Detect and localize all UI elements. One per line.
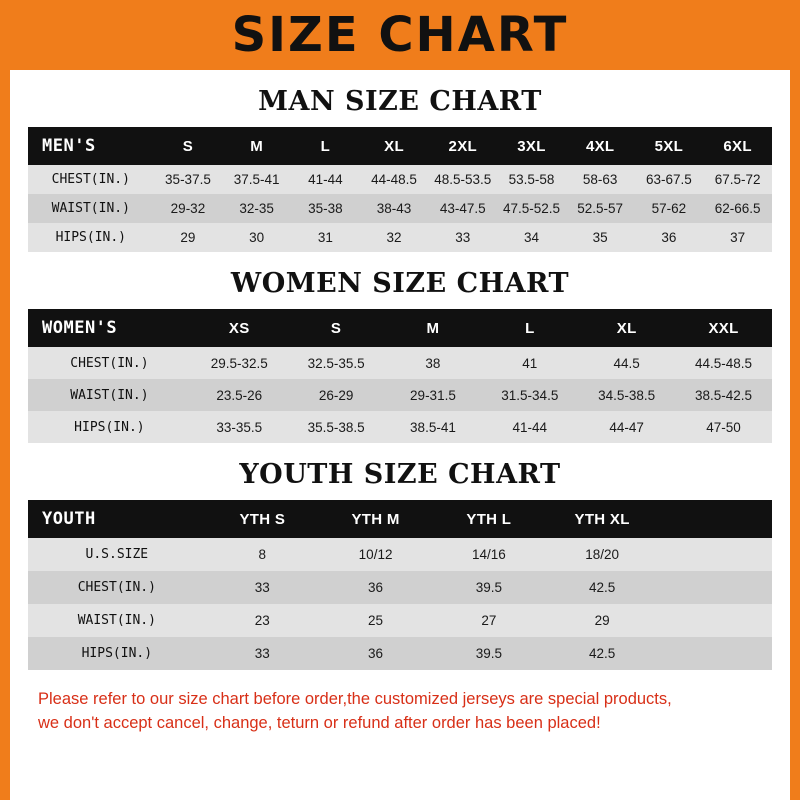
man-size-table [28, 127, 772, 252]
table-row [28, 604, 772, 637]
cell: 29 [154, 223, 223, 252]
cell [659, 571, 772, 604]
cell: 38.5-42.5 [675, 379, 772, 411]
column-header-m: M [222, 127, 291, 165]
row-label-chest: CHEST(IN.) [28, 347, 191, 379]
cell: 29-31.5 [385, 379, 482, 411]
table-row [28, 538, 772, 571]
column-header-label: YOUTH [28, 500, 206, 538]
cell: 33 [206, 571, 319, 604]
cell: 41-44 [291, 165, 360, 194]
row-label-waist: WAIST(IN.) [28, 604, 206, 637]
column-header-xs: XS [191, 309, 288, 347]
cell: 32-35 [222, 194, 291, 223]
table-row [28, 379, 772, 411]
column-header-yth-l: YTH L [432, 500, 545, 538]
table-row [28, 411, 772, 443]
column-header-xxl: XXL [675, 309, 772, 347]
footer-line-1: Please refer to our size chart before order,the customized jerseys are special products, [38, 690, 672, 708]
column-header-s: S [154, 127, 223, 165]
cell: 26-29 [288, 379, 385, 411]
table-row [28, 165, 772, 194]
row-label-us-size: U.S.SIZE [28, 538, 206, 571]
cell: 41-44 [481, 411, 578, 443]
table-header-row [28, 500, 772, 538]
cell: 62-66.5 [703, 194, 772, 223]
table-row [28, 637, 772, 670]
content-area [10, 86, 790, 736]
cell: 58-63 [566, 165, 635, 194]
cell: 57-62 [635, 194, 704, 223]
header-banner [0, 0, 800, 70]
cell: 38-43 [360, 194, 429, 223]
column-header-4xl: 4XL [566, 127, 635, 165]
cell: 38.5-41 [385, 411, 482, 443]
page-title: SIZE CHART [231, 7, 569, 63]
man-section-title: MAN SIZE CHART [258, 86, 542, 117]
column-header-5xl: 5XL [635, 127, 704, 165]
row-label-hips: HIPS(IN.) [28, 637, 206, 670]
cell: 36 [319, 637, 432, 670]
women-section-title: WOMEN SIZE CHART [230, 268, 570, 299]
cell: 29.5-32.5 [191, 347, 288, 379]
cell: 37 [703, 223, 772, 252]
cell: 37.5-41 [222, 165, 291, 194]
row-label-hips: HIPS(IN.) [28, 223, 154, 252]
cell: 44-48.5 [360, 165, 429, 194]
row-label-waist: WAIST(IN.) [28, 379, 191, 411]
cell: 23.5-26 [191, 379, 288, 411]
column-header-3xl: 3XL [497, 127, 566, 165]
cell: 27 [432, 604, 545, 637]
cell: 47-50 [675, 411, 772, 443]
table-header-row [28, 127, 772, 165]
row-label-hips: HIPS(IN.) [28, 411, 191, 443]
table-row [28, 571, 772, 604]
cell [659, 604, 772, 637]
youth-size-table [28, 500, 772, 670]
cell: 44-47 [578, 411, 675, 443]
cell: 39.5 [432, 571, 545, 604]
cell: 33 [428, 223, 497, 252]
cell: 47.5-52.5 [497, 194, 566, 223]
column-header-l: L [291, 127, 360, 165]
row-label-waist: WAIST(IN.) [28, 194, 154, 223]
cell [659, 637, 772, 670]
cell: 42.5 [545, 571, 658, 604]
column-header-s: S [288, 309, 385, 347]
cell: 33-35.5 [191, 411, 288, 443]
cell: 32.5-35.5 [288, 347, 385, 379]
table-row [28, 223, 772, 252]
column-header-yth-s: YTH S [206, 500, 319, 538]
women-size-table [28, 309, 772, 443]
cell: 36 [635, 223, 704, 252]
cell: 63-67.5 [635, 165, 704, 194]
table-header-row [28, 309, 772, 347]
column-header-empty [659, 500, 772, 538]
cell: 30 [222, 223, 291, 252]
cell: 32 [360, 223, 429, 252]
column-header-yth-m: YTH M [319, 500, 432, 538]
footer-disclaimer [28, 688, 772, 736]
column-header-l: L [481, 309, 578, 347]
cell: 39.5 [432, 637, 545, 670]
cell: 44.5 [578, 347, 675, 379]
row-label-chest: CHEST(IN.) [28, 571, 206, 604]
column-header-label: MEN'S [28, 127, 154, 165]
cell: 38 [385, 347, 482, 379]
cell: 36 [319, 571, 432, 604]
cell: 67.5-72 [703, 165, 772, 194]
column-header-xl: XL [360, 127, 429, 165]
column-header-m: M [385, 309, 482, 347]
youth-section-title: YOUTH SIZE CHART [239, 459, 561, 490]
cell: 43-47.5 [428, 194, 497, 223]
column-header-yth-xl: YTH XL [545, 500, 658, 538]
cell: 52.5-57 [566, 194, 635, 223]
table-row [28, 347, 772, 379]
column-header-6xl: 6XL [703, 127, 772, 165]
column-header-xl: XL [578, 309, 675, 347]
cell: 23 [206, 604, 319, 637]
cell: 35 [566, 223, 635, 252]
cell: 8 [206, 538, 319, 571]
cell: 25 [319, 604, 432, 637]
cell: 35.5-38.5 [288, 411, 385, 443]
cell: 34 [497, 223, 566, 252]
cell: 18/20 [545, 538, 658, 571]
cell: 35-38 [291, 194, 360, 223]
cell: 53.5-58 [497, 165, 566, 194]
cell: 31 [291, 223, 360, 252]
cell: 31.5-34.5 [481, 379, 578, 411]
cell: 29-32 [154, 194, 223, 223]
column-header-label: WOMEN'S [28, 309, 191, 347]
cell: 14/16 [432, 538, 545, 571]
cell: 48.5-53.5 [428, 165, 497, 194]
table-row [28, 194, 772, 223]
column-header-2xl: 2XL [428, 127, 497, 165]
cell: 44.5-48.5 [675, 347, 772, 379]
cell: 10/12 [319, 538, 432, 571]
cell: 35-37.5 [154, 165, 223, 194]
cell: 29 [545, 604, 658, 637]
cell: 41 [481, 347, 578, 379]
cell: 33 [206, 637, 319, 670]
cell [659, 538, 772, 571]
cell: 42.5 [545, 637, 658, 670]
row-label-chest: CHEST(IN.) [28, 165, 154, 194]
footer-line-2: we don't accept cancel, change, teturn or refund after order has been placed! [38, 713, 601, 732]
cell: 34.5-38.5 [578, 379, 675, 411]
